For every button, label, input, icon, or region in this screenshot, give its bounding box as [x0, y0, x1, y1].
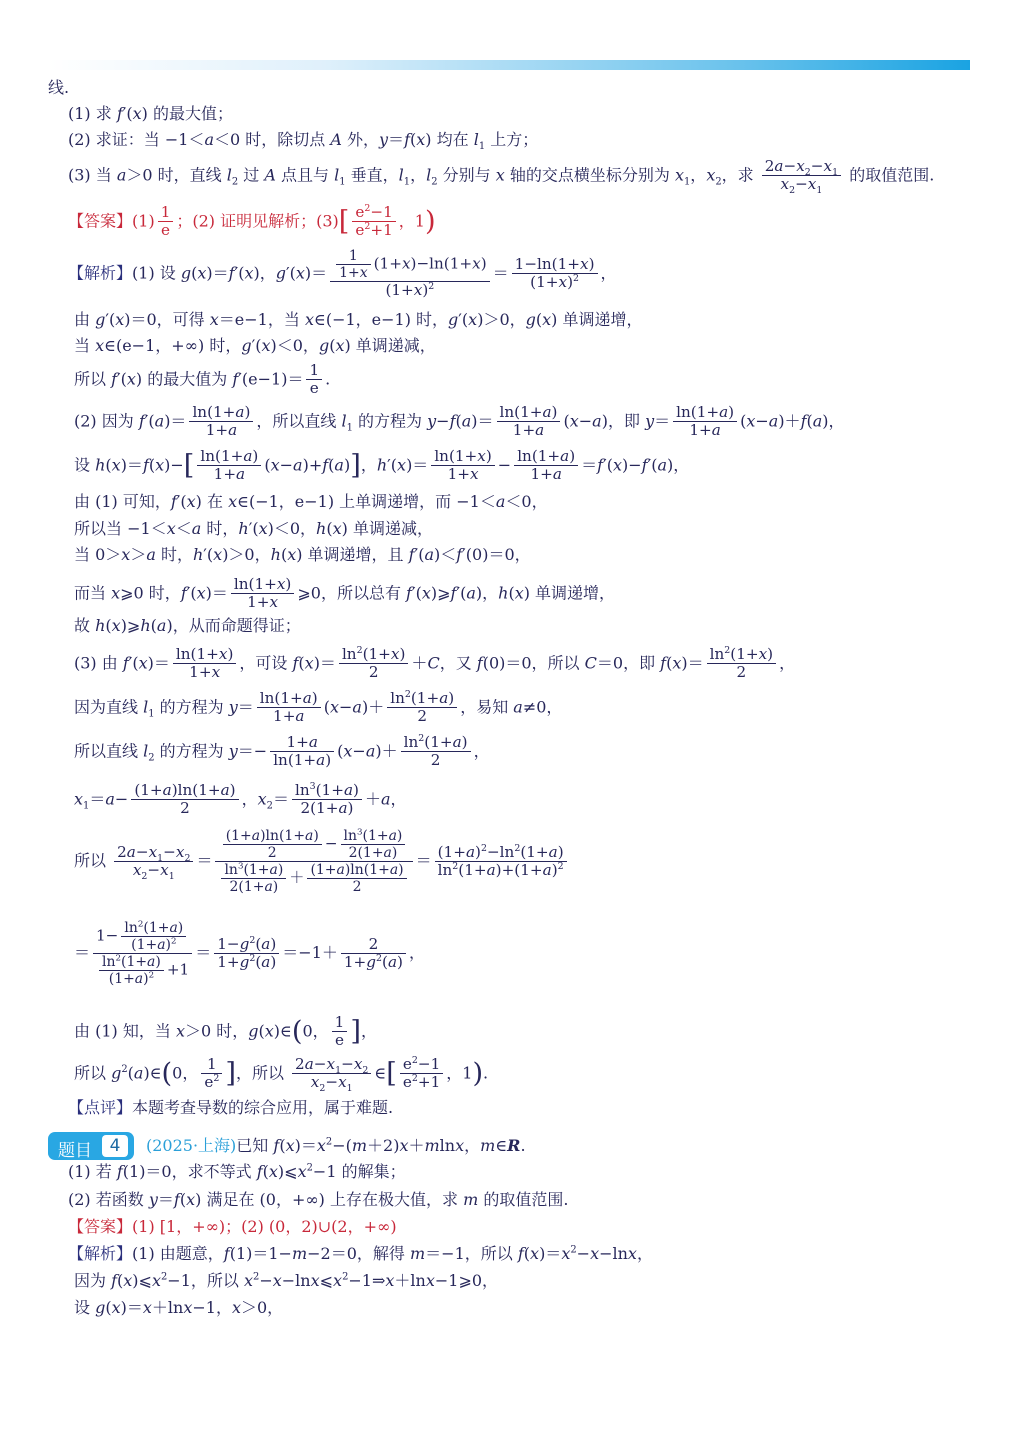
- analysis-line-2: 由 g′(x)＝0，可得 x＝e−1，当 x∈(−1，e−1) 时，g′(x)＞0，g(x) 单调递增，: [74, 310, 643, 329]
- analysis-line-15: $x_1=a-$ $\frac{(1+a)\ln(1+a)}{2}$ ，$x_2=$ $\frac{\ln^3(1+a)}{2(1+a)}$ ＋a，: [74, 780, 407, 818]
- analysis-line-18: 由 (1) 知，当 x＞0 时，g(x)∈(0， $\frac{1}{e}$ ]，: [74, 1013, 377, 1050]
- q4-answer-line: [68, 1217, 397, 1237]
- q4-analysis-label: 【解析】: [68, 1244, 133, 1263]
- analysis-line-4: 所以 f′(x) 的最大值为 f′(e−1)＝ $\frac{1}{e}$ .: [74, 361, 331, 398]
- review-label: 【点评】: [68, 1098, 133, 1117]
- q4-stem: (2025·上海)已知 $f(x)=x^2-(m+2)x+mlnx$，m∈R.: [146, 1136, 526, 1155]
- analysis-label: 【解析】: [68, 263, 133, 283]
- analysis-line-11: 故 h(x)⩾h(a)，从而命题得证；: [74, 616, 301, 635]
- problem-continuation: 线.: [48, 78, 70, 97]
- q4-answer-label: 【答案】: [68, 1217, 133, 1236]
- question-box-label: 题目: [58, 1141, 92, 1161]
- analysis-line-9: 当 0＞x＞a 时，h′(x)＞0，h(x) 单调递增，且 f′(a)＜f′(0)＝0，: [74, 545, 531, 564]
- header-gradient-bar: [48, 60, 970, 70]
- analysis-line-7: 由 (1) 可知，f′(x) 在 x∈(−1，e−1) 上单调递增，而 −1＜a＜0，: [74, 492, 548, 511]
- analysis-line-17: ＝ 1− $\frac{\ln^2(1+a)}{(1+a)^2}$ $\frac{\ln^2(1+a)}{(1+a)^2}$ +1 ＝ $\frac{1-g^2(a)}{1+g^2(a)}$ ＝−1＋ $\frac{2}{1+g^2(a)}$ ，: [74, 919, 425, 988]
- analysis-line-6: 设 h(x)＝f(x)−[ $\frac{\ln(1+a)}{1+a}$ (x−a)+f(a)]，h′(x)＝ $\frac{\ln(1+x)}{1+x}$ − $\frac{\ln(1+a)}{1+a}$ ＝f′(x)−f′(a)，: [74, 447, 690, 484]
- answer-line: 【答案】(1) $\frac{1}{e}$ ；(2) 证明见解析；(3)[ $\frac{e^2-1}{e^2+1}$ ，1): [68, 202, 436, 240]
- question-number-badge: [48, 1132, 134, 1160]
- q4-source: (2025·上海): [146, 1136, 237, 1155]
- q4-part-1: (1) 若 f(1)＝0，求不等式 $f(x)⩽x^2-1$ 的解集；: [68, 1162, 406, 1181]
- question-part-3: (3) 当 a＞0 时，直线 $l_2$ 过 A 点且与 $l_1$ 垂直，$l_1$，$l_2$ 分别与 x 轴的交点横坐标分别为 $x_1$，$x_2$，求 $\frac{2a-x_2-x_1}{x_2-x_1}$ 的取值范围.: [68, 157, 935, 197]
- analysis-line-14: 所以直线 $l_2$ 的方程为 y＝− $\frac{1+a}{\ln(1+a)}$ (x−a)＋ $\frac{\ln^2(1+a)}{2}$ ，: [74, 732, 490, 770]
- answer-label: 【答案】: [68, 211, 133, 231]
- analysis-line-19: 所以 $g^2(a)\in(0$， $\frac{1}{e^2}$ ]，所以 $\frac{2a-x_1-x_2}{x_2-x_1}$ ∈[ $\frac{e^2-1}{e^2+1}$ ，1).: [74, 1054, 489, 1095]
- q4-answer-text: (1) [1，+∞)；(2) (0，2)∪(2，+∞): [132, 1217, 397, 1236]
- question-number: 4: [102, 1135, 128, 1157]
- analysis-line-5: (2) 因为 f′(a)＝ $\frac{\ln(1+a)}{1+a}$ ，所以直线 $l_1$ 的方程为 y−f(a)＝ $\frac{\ln(1+a)}{1+a}$ (x−a)，即 y＝ $\frac{\ln(1+a)}{1+a}$ (x−a)＋f(a)，: [74, 403, 845, 440]
- question-part-1: (1) 求 f′(x) 的最大值；: [68, 104, 234, 123]
- q4-analysis-line-2: 因为 $f(x)⩽x^2-1$，所以 $x^2-x-\ln x⩽x^2-1\Rightarrow x+\ln x-1⩾0$，: [74, 1271, 499, 1290]
- review-text: 本题考查导数的综合应用，属于难题.: [132, 1098, 394, 1117]
- analysis-line-12: (3) 由 f′(x)＝ $\frac{\ln(1+x)}{1+x}$ ，可设 f(x)＝ $\frac{\ln^2(1+x)}{2}$ ＋C，又 f(0)＝0，所以 C＝0，即 f(x)＝ $\frac{\ln^2(1+x)}{2}$ ，: [74, 644, 796, 682]
- question-part-2: (2) 求证：当 −1＜a＜0 时，除切点 A 外，y＝f(x) 均在 $l_1$ 上方；: [68, 130, 539, 153]
- analysis-line-13: 因为直线 $l_1$ 的方程为 y＝ $\frac{\ln(1+a)}{1+a}$ (x−a)＋ $\frac{\ln^2(1+a)}{2}$ ，易知 a≠0，: [74, 688, 563, 726]
- q4-analysis-line-3: 设 g(x)＝x＋lnx−1，x＞0，: [74, 1298, 284, 1317]
- analysis-line-3: 当 x∈(e−1，+∞) 时，g′(x)＜0，g(x) 单调递减，: [74, 336, 436, 355]
- analysis-line-16: 所以 $\frac{2a-x_1-x_2}{x_2-x_1}$ ＝ $\frac{(1+a)\ln(1+a)}{2}$ − $\frac{\ln^3(1+a)}{2(1+a)}$ $\frac{\ln^3(1+a)}{2(1+a)}$ ＋ $\frac{(1+a)\ln(1+a)}{2}$ ＝ $\frac{(1+a)^2-\ln^2(1+a)}{\ln^2(1+a)+(1+a)^2}$: [74, 828, 570, 895]
- q4-analysis-line-1: 【解析】(1) 由题意，f(1)＝1−m−2＝0，解得 m＝−1，所以 $f(x)=x^2-x-\ln x$，: [68, 1244, 653, 1263]
- analysis-line-10: 而当 x⩾0 时，f′(x)＝ $\frac{\ln(1+x)}{1+x}$ ⩾0，所以总有 f′(x)⩾f′(a)，h(x) 单调递增，: [74, 575, 616, 612]
- analysis-line-1: 【解析】(1) 设 g(x)＝f′(x)，g′(x)＝ $\frac{1}{1+x}$ (1+x)−ln(1+x) $(1+x)^2$ ＝ $\frac{1-\ln(1+x)}{(1+x)^2}$ ，: [68, 248, 617, 300]
- review-line: [68, 1098, 393, 1118]
- analysis-line-8: 所以当 −1＜x＜a 时，h′(x)＜0，h(x) 单调递减，: [74, 519, 433, 538]
- q4-part-2: (2) 若函数 y＝f(x) 满足在 (0，+∞) 上存在极大值，求 m 的取值范围.: [68, 1190, 569, 1209]
